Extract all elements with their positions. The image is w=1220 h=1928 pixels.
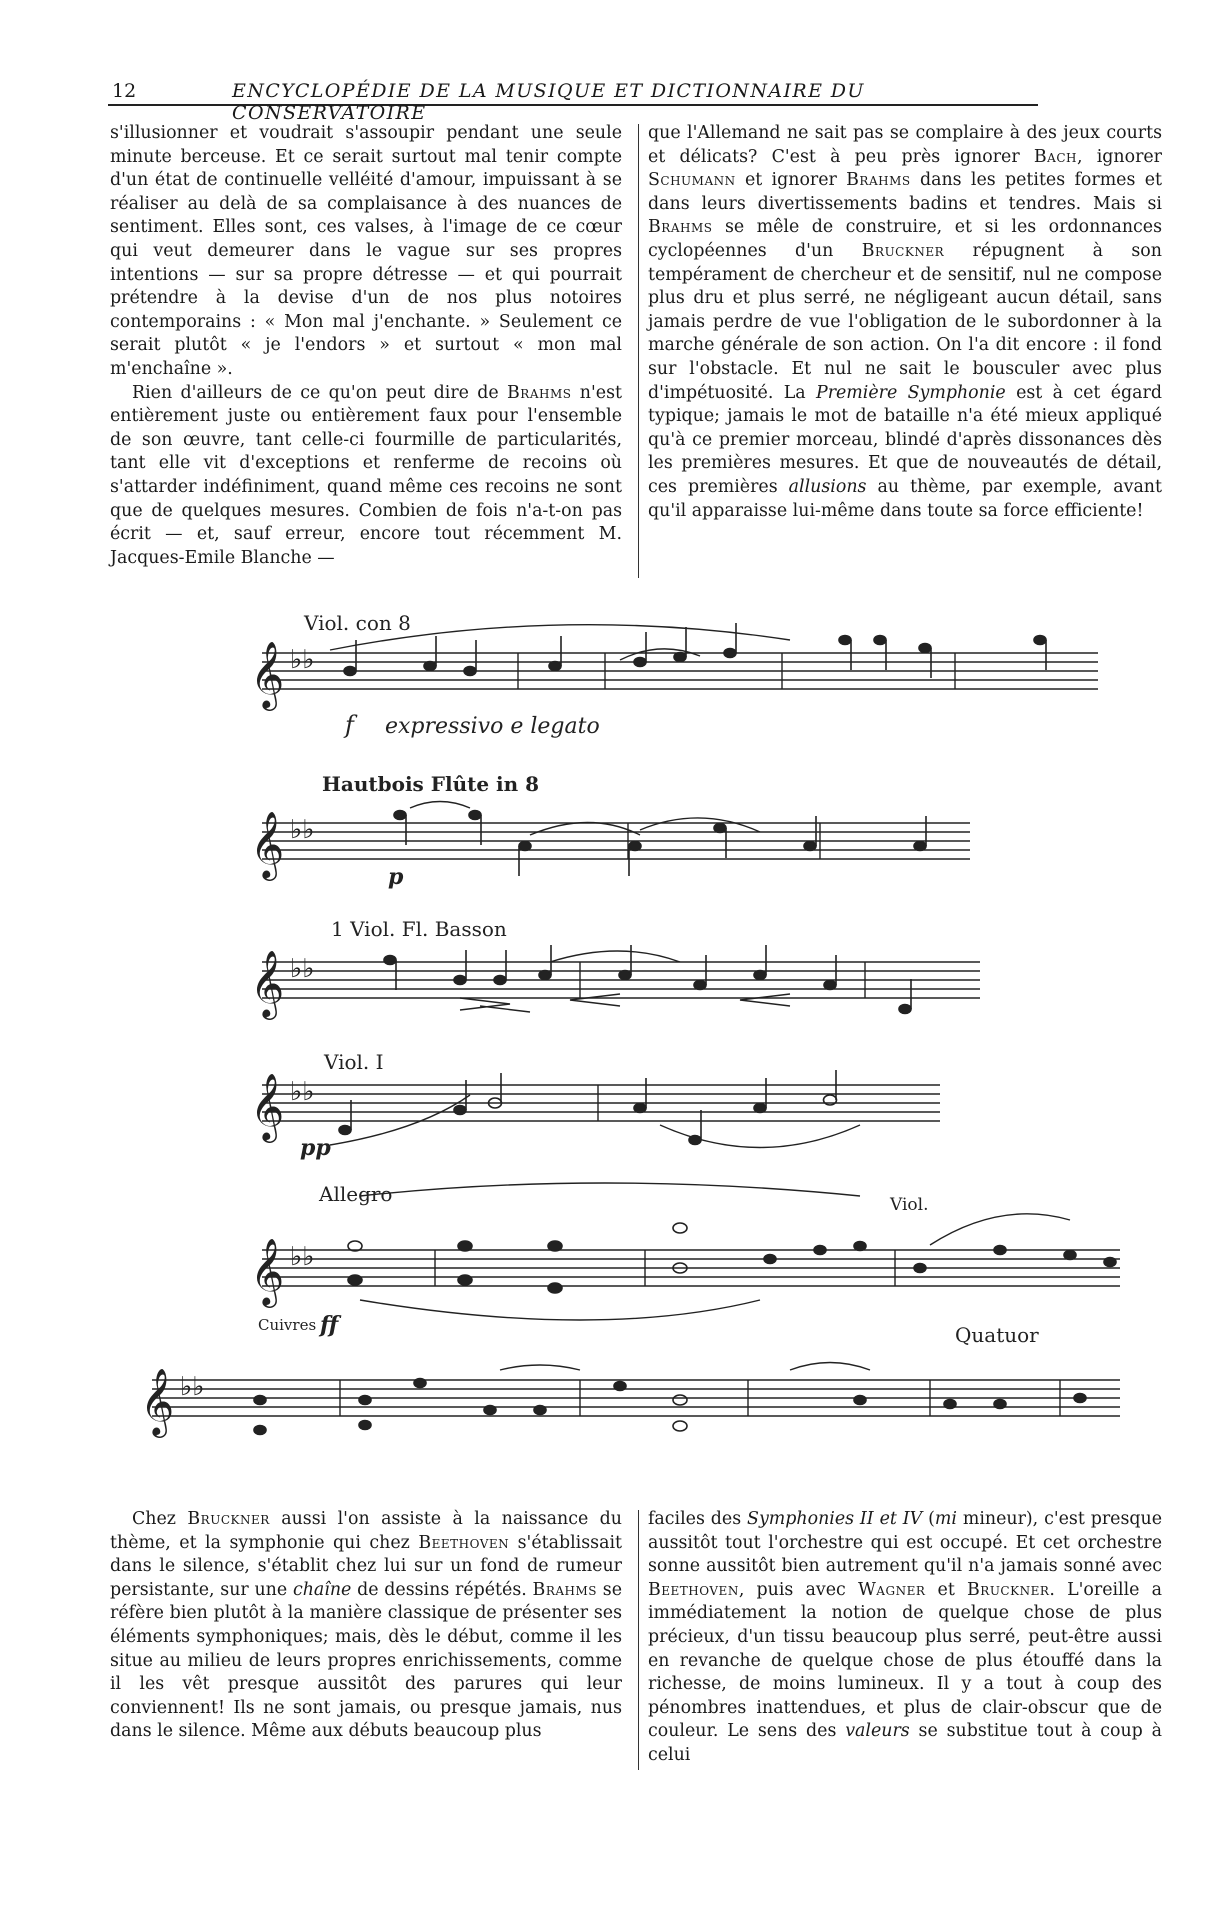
work-title: Première Symphonie xyxy=(816,382,1006,403)
text-run: de dessins répétés. xyxy=(351,1579,533,1600)
column-1-bottom xyxy=(110,1508,622,1744)
text-run: , ignorer xyxy=(1076,146,1162,167)
text-run: au thème, par exemple, avant qu'il apparaisse lui-même dans toute sa force efficiente! xyxy=(648,476,1163,521)
dynamic-mark: f xyxy=(345,711,354,739)
staff-6 xyxy=(152,1363,1120,1417)
composer-name: Brahms xyxy=(846,170,911,191)
page-header xyxy=(108,80,1038,124)
paragraph xyxy=(648,122,1162,523)
column-2-top xyxy=(648,122,1162,523)
text-run: . L'oreille a immédiatement la notion de quelque chose de plus précieux, d'un tissu beaucoup plus serré, peut-être aussi en revanche de quelque chose de plus étouffé dans la richesse, de moins lumineux. Il y a tout à coup des pénombres inattendues, et plus de clair-obscur que de couleur. Le sens des xyxy=(648,1579,1163,1742)
text-run: faciles des xyxy=(648,1509,748,1529)
text-run: aussi l'on assiste à la naissance du thème, et la symphonie qui chez xyxy=(110,1509,622,1553)
paragraph: s'illusionner et voudrait s'assoupir pendant une seule minute berceuse. Et ce serait surtout mal tenir compte d'un état de continuelle velléité d'amour, impuissant à se réaliser au delà de sa complaisance à des nuances de sentiment. Elles sont, ces valses, à l'image de ce cœur qui veut demeurer dans le vague sur ses propres intentions — sur sa propre détresse — et qui pourrait prétendre à la devise d'un de nos plus notoires contemporains : « Mon mal j'enchante. » Seulement ce serait plutôt « je l'endors » et surtout « mon mal m'enchaîne ». xyxy=(110,123,622,379)
text-run: et ignorer xyxy=(735,170,847,191)
composer-name: Brahms xyxy=(648,217,713,238)
text-run: répugnent à son tempérament de chercheur et de sensitif, nul ne compose plus dru et plus serré, ne négligeant aucun détail, sans jamais perdre de vue l'obligation de le subordonner à la marche générale de son action. On l'a dit encore : il fond sur l'obstacle. Et nul ne sait le bousculer avec plus d'impétuosité. La xyxy=(648,240,1162,403)
work-title: Symphonies II et IV xyxy=(747,1509,923,1529)
text-run: est à cet égard typique; jamais le mot de bataille n'a été mieux appliqué qu'à ce premier morceau, blindé d'après dissonances dès les premières mesures. Et que de nouveautés de détail, ces premières xyxy=(648,382,1163,497)
composer-name: Bruckner xyxy=(861,240,945,261)
text-run: dans les petites formes et dans leurs divertissements badins et tendres. Mais si xyxy=(648,170,1162,214)
emphasis: mi xyxy=(934,1509,957,1529)
paragraph xyxy=(110,382,622,571)
text-run: , puis avec xyxy=(738,1579,858,1600)
text-run: se substitue tout à coup à celui xyxy=(648,1721,1162,1765)
text-run: que l'Allemand ne sait pas se complaire à des jeux courts et délicats? C'est à peu près ignorer xyxy=(648,123,1162,167)
emphasis: chaîne xyxy=(292,1579,352,1600)
paragraph xyxy=(648,1508,1162,1768)
instrument-label: Hautbois Flûte in 8 xyxy=(322,772,540,796)
musical-examples xyxy=(0,590,1220,1470)
composer-name: Bruckner xyxy=(187,1509,270,1529)
composer-name: Schumann xyxy=(648,170,736,191)
composer-name: Wagner xyxy=(857,1579,926,1600)
svg-text:♭♭: ♭♭ xyxy=(290,1242,315,1272)
svg-text:♭♭: ♭♭ xyxy=(290,1077,315,1107)
column-divider xyxy=(638,124,639,578)
treble-clef-icon: 𝄞 xyxy=(250,1072,285,1140)
treble-clef-icon: 𝄞 xyxy=(250,1237,285,1305)
staff-4 xyxy=(262,1085,940,1148)
column-1-top xyxy=(110,122,622,570)
text-run: Chez xyxy=(132,1509,188,1529)
treble-clef-icon: 𝄞 xyxy=(250,640,285,708)
column-divider xyxy=(638,1510,639,1770)
text-run: et xyxy=(925,1579,967,1600)
composer-name: Bruckner xyxy=(967,1579,1050,1600)
dynamic-mark: ff xyxy=(320,1312,339,1338)
instrument-label: 1 Viol. Fl. Basson xyxy=(331,917,507,941)
column-2-bottom xyxy=(648,1508,1162,1768)
dynamic-mark: pp xyxy=(300,1135,331,1161)
text-run: s'établissait dans le silence, s'établit chez lui sur un fond de rumeur persistante, sur une xyxy=(110,1532,623,1600)
emphasis: valeurs xyxy=(845,1721,910,1742)
svg-text:♭♭: ♭♭ xyxy=(290,954,315,984)
text-run: se réfère bien plutôt à la manière classique de présenter ses éléments symphoniques; mais, dès le début, comme il les situe au milieu de leurs propres enrichissements, comme il les vêt presque aussitôt des parures qui leur conviennent! Ils ne sont jamais, ou presque jamais, nus dans le silence. Même aux débuts beaucoup plus xyxy=(110,1579,622,1742)
emphasis: allusions xyxy=(788,476,867,497)
page-number: 12 xyxy=(112,80,137,102)
treble-clef-icon: 𝄞 xyxy=(250,949,285,1017)
composer-name: Bach xyxy=(1033,146,1077,167)
text-run: n'est entièrement juste ou entièrement faux pour l'ensemble de son œuvre, tant celle-ci fourmille de particularités, tant elle vit d'exceptions et renferme de recoins où s'attarder indéfiniment, quand même ces recoins ne sont que de quelques mesures. Combien de fois n'a-t-on pas écrit — et, sauf erreur, encore tout récemment M. Jacques-Emile Blanche — xyxy=(110,382,622,568)
svg-text:♭♭: ♭♭ xyxy=(290,815,315,845)
instrument-label: Viol. con 8 xyxy=(304,611,411,635)
paragraph xyxy=(110,1508,622,1744)
composer-name: Beethoven xyxy=(648,1579,739,1600)
instrument-label: Quatuor xyxy=(955,1323,1039,1347)
text-run: ( xyxy=(922,1509,935,1529)
composer-name: Brahms xyxy=(532,1579,598,1600)
svg-text:♭♭: ♭♭ xyxy=(180,1372,205,1402)
running-title: ENCYCLOPÉDIE DE LA MUSIQUE ET DICTIONNAIRE DU CONSERVATOIRE xyxy=(232,80,865,124)
text-run: Rien d'ailleurs de ce qu'on peut dire de xyxy=(132,382,508,403)
staff-3 xyxy=(262,951,980,1012)
treble-clef-icon: 𝄞 xyxy=(250,810,285,878)
composer-name: Beethoven xyxy=(418,1532,510,1553)
instrument-label: Viol. I xyxy=(324,1050,384,1074)
dynamic-mark: p xyxy=(388,864,404,890)
instrument-label: Cuivres xyxy=(258,1316,317,1334)
svg-text:♭♭: ♭♭ xyxy=(290,645,315,675)
staff-2 xyxy=(262,802,970,860)
composer-name: Brahms xyxy=(507,382,572,403)
instrument-label: Viol. xyxy=(890,1195,929,1215)
treble-clef-icon: 𝄞 xyxy=(140,1367,175,1435)
tempo-mark: Allegro xyxy=(319,1182,393,1206)
expression-mark: expressivo e legato xyxy=(385,714,600,739)
text-run: se mêle de construire, et si les ordonnances cyclopéennes d'un xyxy=(648,217,1162,261)
text-run: mineur), c'est presque aussitôt tout l'orchestre qui est occupé. Et cet orchestre sonne aussitôt bien autrement qu'il n'a jamais sonné avec xyxy=(648,1509,1163,1577)
